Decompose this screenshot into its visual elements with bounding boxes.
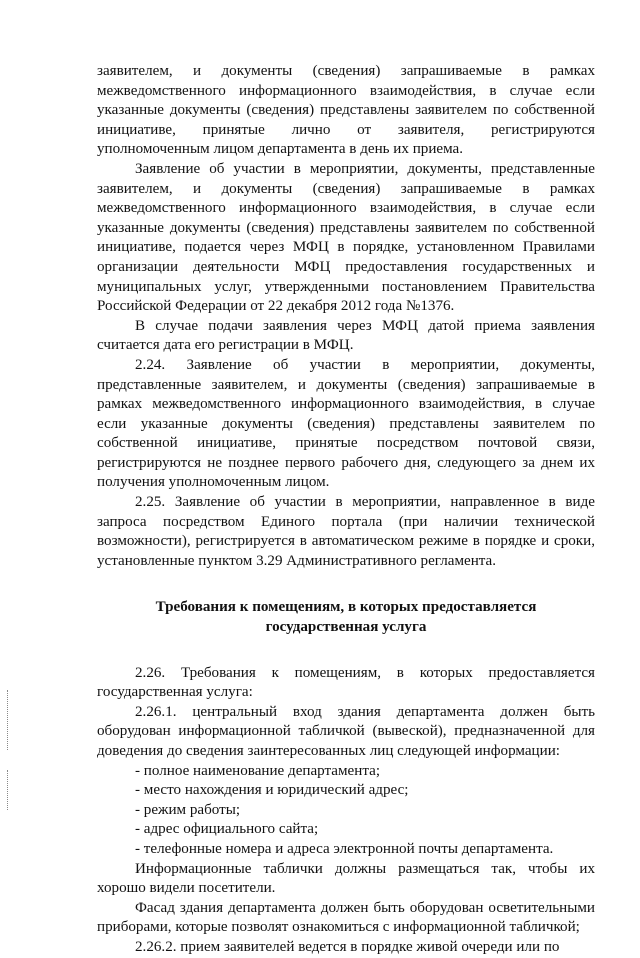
list-item: - адрес официального сайта; [135, 821, 319, 838]
paragraph: Фасад здания департамента должен быть оборудован осветительными приборами, которые позволят ознакомиться с информационной табличкой; [97, 899, 595, 936]
list-item: - место нахождения и юридический адрес; [135, 782, 409, 799]
paragraph: Заявление об участии в мероприятии, документы, представленные заявителем, и документы (сведения) запрашиваемые в рамках межведомственного информационного взаимодействия, в случае если указанные документы (сведения) представлены заявителем по собственной инициативе, подается через МФЦ в порядке, установленном Правилами организации деятельности МФЦ предоставления государственных и муниципальных услуг, утвержденными постановлением Правительства Российской Федерации от 22 декабря 2012 года №1376. [97, 160, 595, 315]
paragraph: 2.25. Заявление об участии в мероприятии, направленное в виде запроса посредством Единого портала (при наличии технической возможности), регистрируется в автоматическом режиме в порядке и сроки, установленные пунктом 3.29 Административного регламента. [97, 494, 595, 569]
paragraph: Информационные таблички должны размещаться так, чтобы их хорошо видели посетители. [97, 860, 595, 897]
paragraph: 2.26.2. прием заявителей ведется в порядке живой очереди или по [135, 938, 560, 955]
scan-edge-mark [7, 770, 10, 810]
section-heading: Требования к помещениям, в которых предоставляется государственная услуга [155, 599, 537, 636]
paragraph: 2.26.1. центральный вход здания департамента должен быть оборудован информационной табличкой (вывеской), предназначенной для доведения до сведения заинтересованных лиц следующей информации: [97, 703, 595, 759]
paragraph: 2.26. Требования к помещениям, в которых предоставляется государственная услуга: [97, 664, 595, 701]
scan-edge-mark [7, 690, 10, 750]
list-item: - телефонные номера и адреса электронной почты департамента. [135, 840, 554, 857]
paragraph: 2.24. Заявление об участии в мероприятии, документы, представленные заявителем, и документы (сведения) запрашиваемые в рамках межведомственного информационного взаимодействия, в случае если указанные документы (сведения) представлены заявителем по собственной инициативе, принятые посредством почтовой связи, регистрируются не позднее первого рабочего дня, следующего за днем их получения уполномоченным лицом. [97, 356, 595, 491]
document-page [97, 62, 595, 958]
list-item: - полное наименование департамента; [135, 762, 381, 779]
list-item: - режим работы; [135, 801, 241, 818]
paragraph: В случае подачи заявления через МФЦ датой приема заявления считается дата его регистрации в МФЦ. [97, 317, 595, 354]
paragraph: заявителем, и документы (сведения) запрашиваемые в рамках межведомственного информационного взаимодействия, в случае если указанные документы (сведения) представлены заявителем по собственной инициативе, принятые лично от заявителя, регистрируются уполномоченным лицом департамента в день их приема. [97, 63, 595, 158]
